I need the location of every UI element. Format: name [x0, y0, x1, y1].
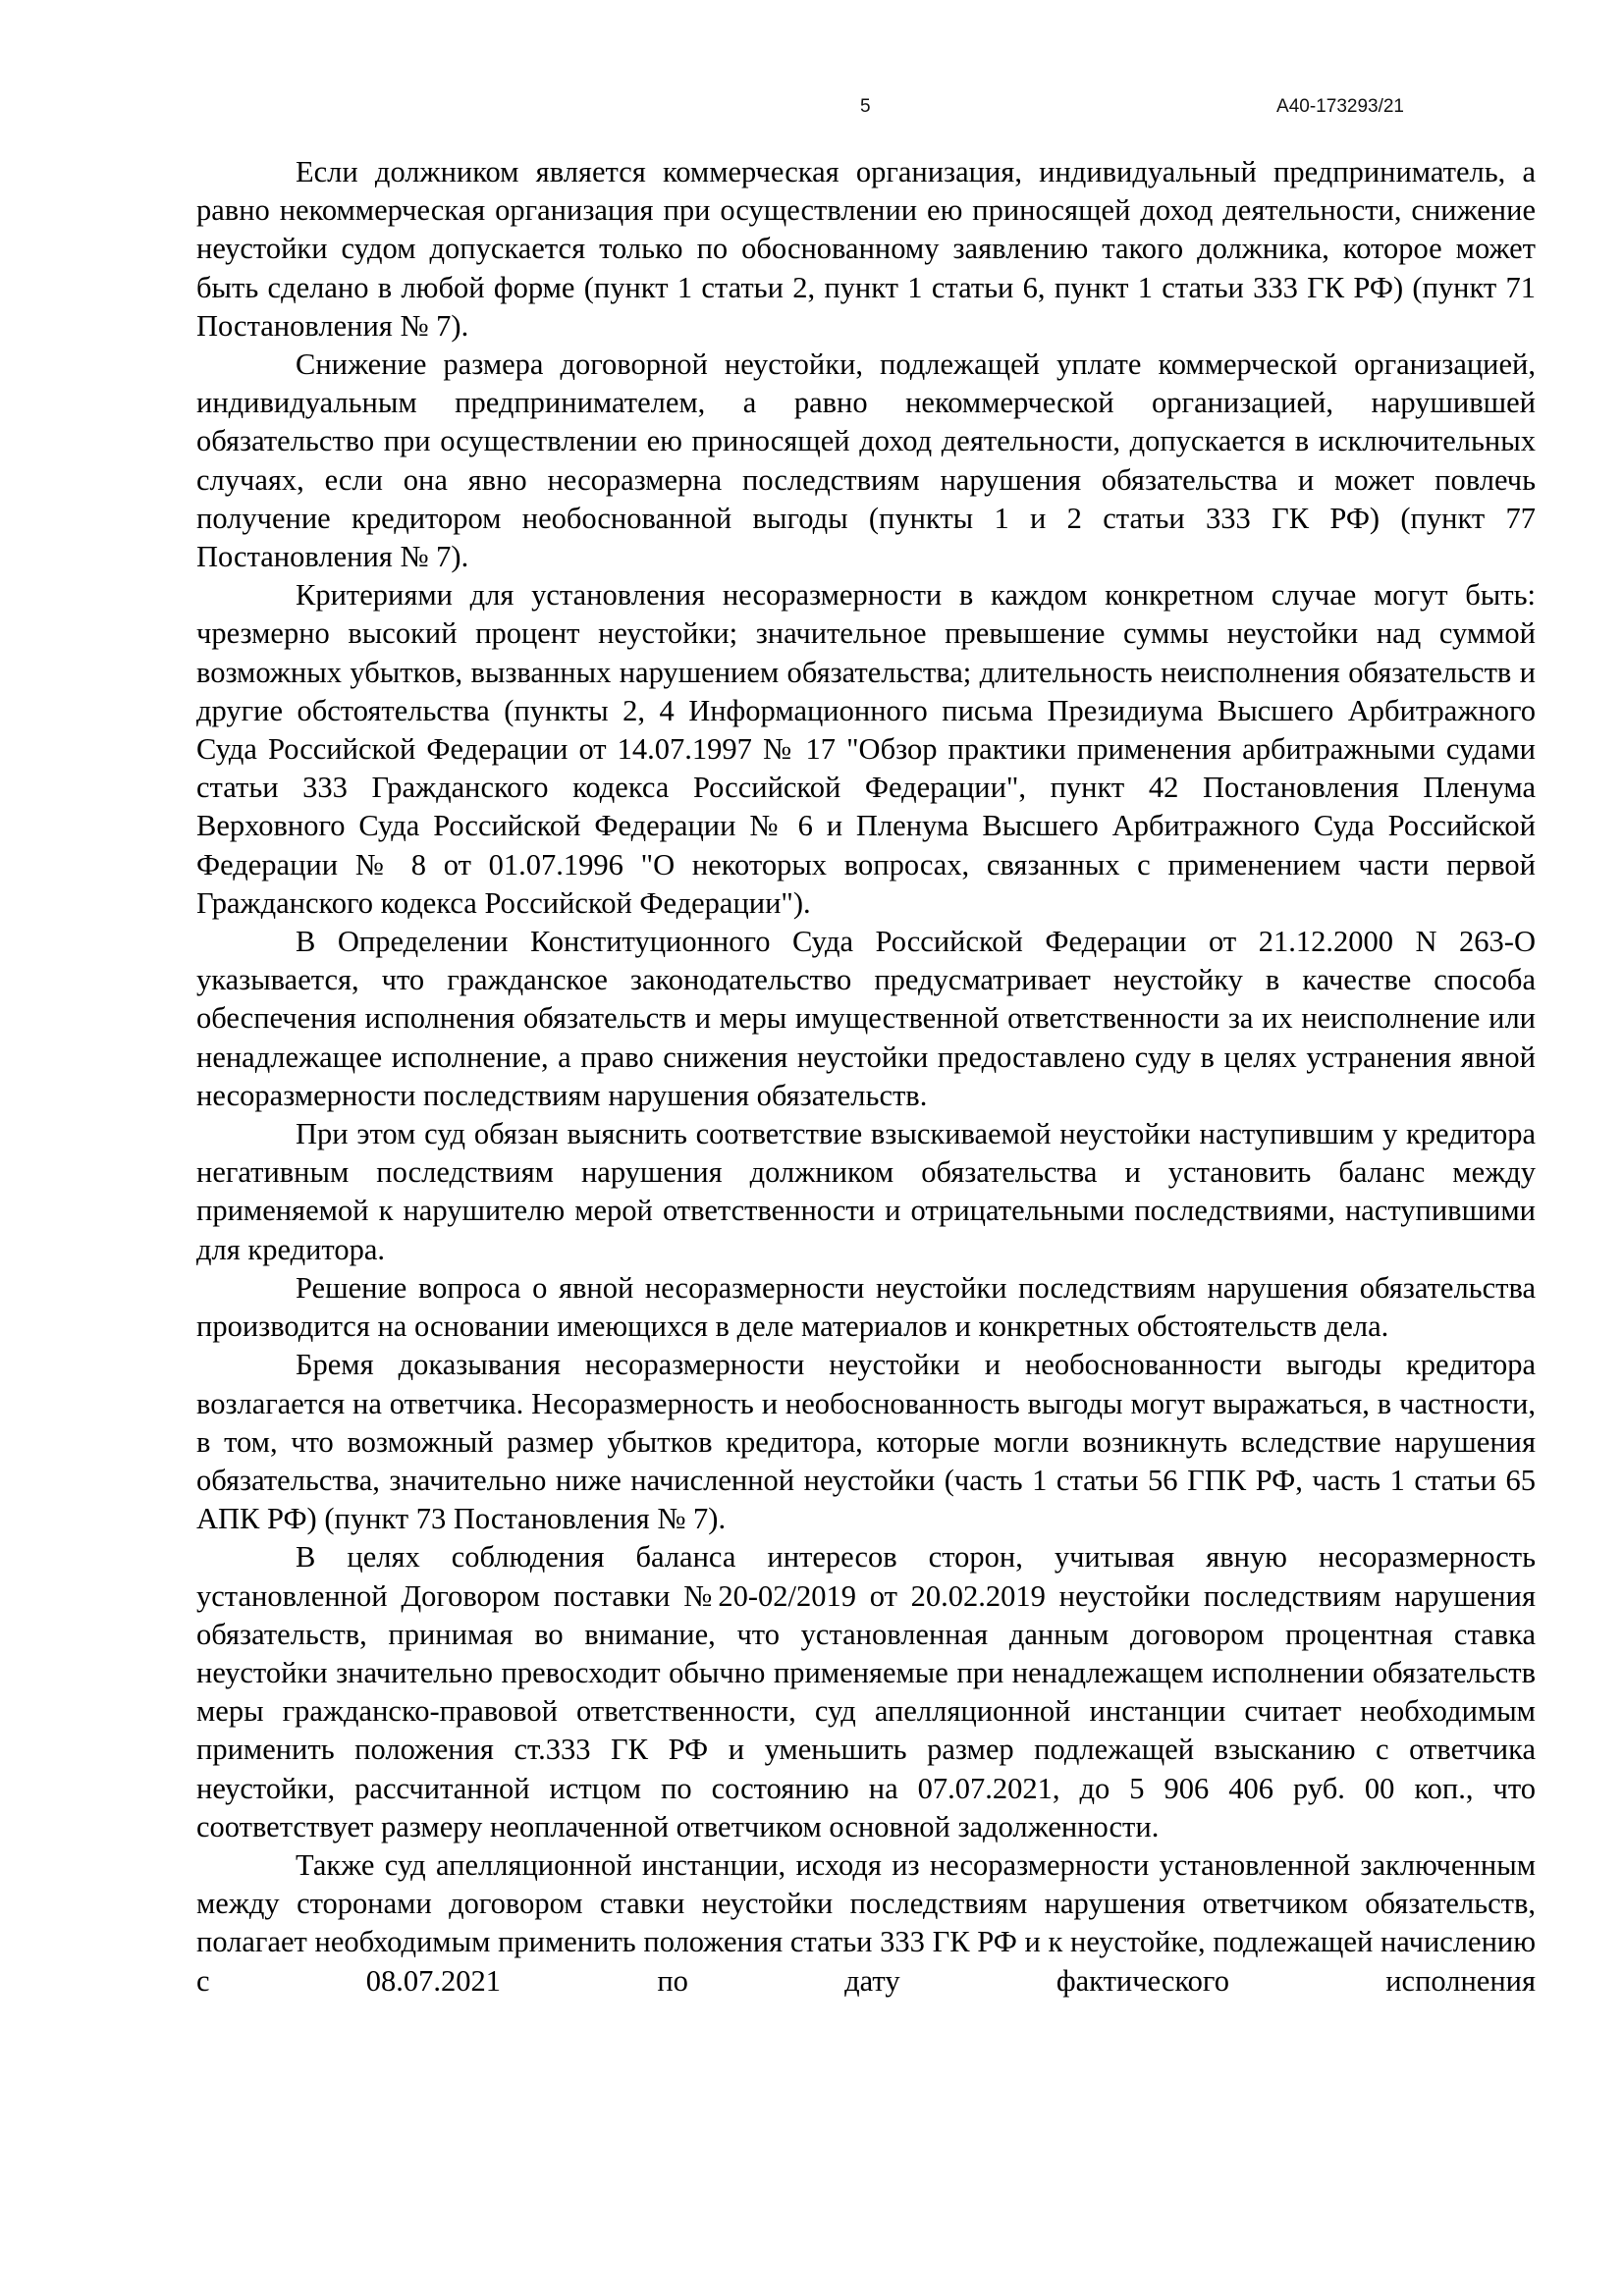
paragraph: Решение вопроса о явной несоразмерности неустойки последствиям нарушения обязательства производится на основании имеющихся в деле материалов и конкретных обстоятельств дела.: [196, 1270, 1536, 1344]
paragraph: Критериями для установления несоразмерности в каждом конкретном случае могут быть: чрезмерно высокий процент неустойки; значительное превышение суммы неустойки над суммой возможных убытков, вызванных нарушением обязательства; длительность неисполнения обязательств и другие обстоятельства (пункты 2, 4 Информационного письма Президиума Высшего Арбитражного Суда Российской Федерации от 14.07.1997 № 17 "Обзор практики применения арбитражными судами статьи 333 Гражданского кодекса Российской Федерации", пункт 42 Постановления Пленума Верховного Суда Российской Федерации № 6 и Пленума Высшего Арбитражного Суда Российской Федерации № 8 от 01.07.1996 "О некоторых вопросах, связанных с применением части первой Гражданского кодекса Российской Федерации").: [196, 578, 1536, 920]
page-number: 5: [860, 96, 871, 117]
paragraph: Если должником является коммерческая организация, индивидуальный предприниматель, а равно некоммерческая организация при осуществлении ею приносящей доход деятельности, снижение неустойки судом допускается только по обоснованному заявлению такого должника, которое может быть сделано в любой форме (пункт 1 статьи 2, пункт 1 статьи 6, пункт 1 статьи 333 ГК РФ) (пункт 71 Постановления № 7).: [196, 155, 1536, 343]
document-body: [196, 153, 1536, 2001]
paragraph: Также суд апелляционной инстанции, исходя из несоразмерности установленной заключенным между сторонами договором ставки неустойки последствиям нарушения ответчиком обязательств, полагает необходимым применить положения статьи 333 ГК РФ и к неустойке, подлежащей начислению с 08.07.2021 по дату фактического исполнения: [196, 1847, 1536, 1998]
paragraph: В целях соблюдения баланса интересов сторон, учитывая явную несоразмерность установленной Договором поставки №20-02/2019 от 20.02.2019 неустойки последствиям нарушения обязательств, принимая во внимание, что установленная данным договором процентная ставка неустойки значительно превосходит обычно применяемые при ненадлежащем исполнении обязательств меры гражданско-правовой ответственности, суд апелляционной инстанции считает необходимым применить положения ст.333 ГК РФ и уменьшить размер подлежащей взысканию с ответчика неустойки, рассчитанной истцом по состоянию на 07.07.2021, до 5 906 406 руб. 00 коп., что соответствует размеру неоплаченной ответчиком основной задолженности.: [196, 1540, 1536, 1843]
paragraph: При этом суд обязан выяснить соответствие взыскиваемой неустойки наступившим у кредитора негативным последствиям нарушения должником обязательства и установить баланс между применяемой к нарушителю мерой ответственности и отрицательными последствиями, наступившими для кредитора.: [196, 1117, 1536, 1266]
paragraph: Бремя доказывания несоразмерности неустойки и необоснованности выгоды кредитора возлагается на ответчика. Несоразмерность и необоснованность выгоды могут выражаться, в частности, в том, что возможный размер убытков кредитора, которые могли возникнуть вследствие нарушения обязательства, значительно ниже начисленной неустойки (часть 1 статьи 56 ГПК РФ, часть 1 статьи 65 АПК РФ) (пункт 73 Постановления № 7).: [196, 1348, 1536, 1536]
paragraph: В Определении Конституционного Суда Российской Федерации от 21.12.2000 N 263-О указывается, что гражданское законодательство предусматривает неустойку в качестве способа обеспечения исполнения обязательств и меры имущественной ответственности за их неисполнение или ненадлежащее исполнение, а право снижения неустойки предоставлено суду в целях устранения явной несоразмерности последствиям нарушения обязательств.: [196, 925, 1536, 1112]
paragraph: Снижение размера договорной неустойки, подлежащей уплате коммерческой организацией, индивидуальным предпринимателем, а равно некоммерческой организацией, нарушившей обязательство при осуществлении ею приносящей доход деятельности, допускается в исключительных случаях, если она явно несоразмерна последствиям нарушения обязательства и может повлечь получение кредитором необоснованной выгоды (пункты 1 и 2 статьи 333 ГК РФ) (пункт 77 Постановления № 7).: [196, 347, 1536, 574]
case-number: А40-173293/21: [1276, 96, 1404, 117]
